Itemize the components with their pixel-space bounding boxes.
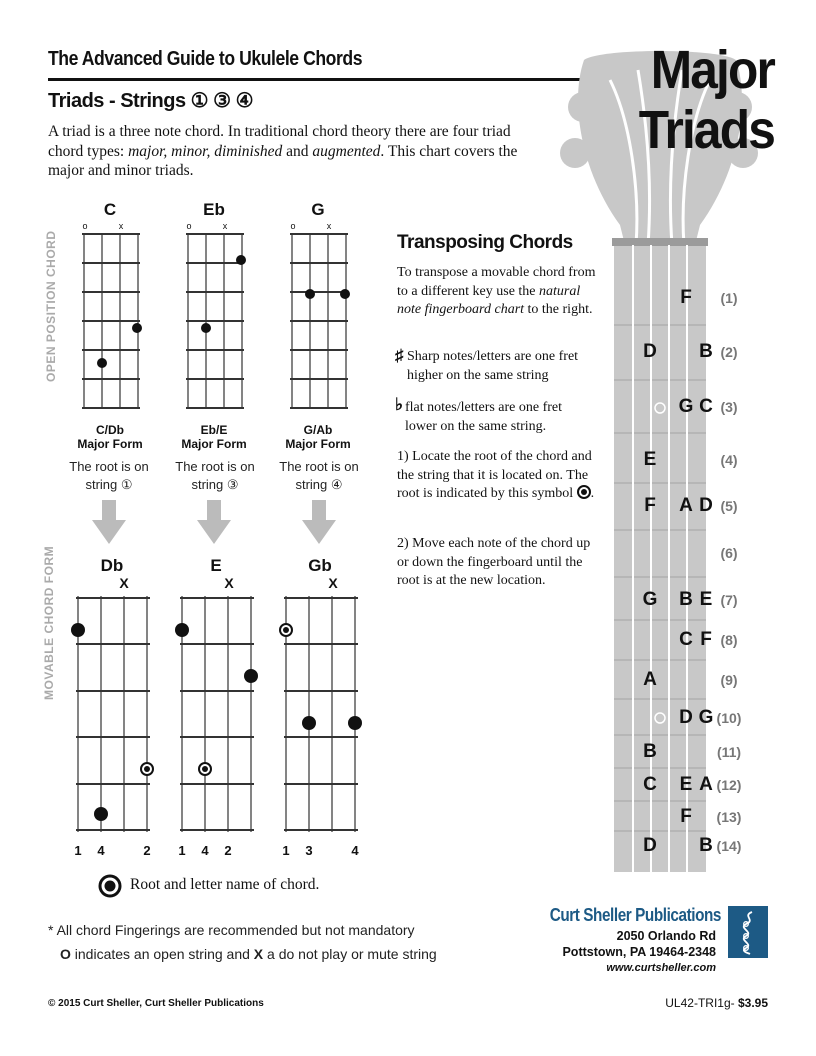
down-arrow-icon xyxy=(302,500,336,544)
side-label-movable: MOVABLE CHORD FORM xyxy=(42,545,56,700)
root-text-c: The root is on xyxy=(69,459,149,474)
step-1: 1) Locate the root of the chord and the string that it is located on. The root is indicated by this symbol . xyxy=(397,449,595,501)
chord-name-eb: Eb xyxy=(203,200,225,219)
big-title xyxy=(618,40,774,160)
fret-number: (11) xyxy=(716,744,742,760)
form-label-c xyxy=(65,423,155,451)
transposing-intro-a: To transpose a movable chord from to a different key use the xyxy=(397,265,596,299)
root-string-c: string ① xyxy=(85,477,133,492)
fingerboard-note: C xyxy=(699,396,713,417)
root-note-g xyxy=(264,458,374,494)
chord-name-db: Db xyxy=(100,556,124,575)
chord-diagram-eb xyxy=(180,230,248,410)
fingerboard-note: A xyxy=(679,495,693,516)
fingerboard-note: F xyxy=(680,806,692,827)
sharp-text: Sharp notes/letters are one fret higher on the same string xyxy=(407,349,579,383)
form-type-g: Major Form xyxy=(285,437,351,451)
fret-number: (12) xyxy=(716,777,742,793)
fingerboard-note: E xyxy=(679,774,693,795)
finger-dot xyxy=(71,623,85,637)
mute-symbol: X xyxy=(253,946,264,962)
publisher-website: www.curtsheller.com xyxy=(606,962,716,974)
chord-diagram-gb xyxy=(278,592,366,836)
root-note-eb xyxy=(160,458,270,494)
fingerboard-note: B xyxy=(699,835,713,856)
finger-dot xyxy=(244,669,258,683)
finger-dot xyxy=(201,323,211,333)
fret-number: (5) xyxy=(720,498,738,514)
transposing-intro xyxy=(397,264,597,320)
fret-number: (3) xyxy=(720,399,738,415)
catalog-code: UL42-TRI1g- xyxy=(665,996,735,1010)
root-text-eb: The root is on xyxy=(175,459,255,474)
down-arrow-icon xyxy=(92,500,126,544)
finger-gb-2: 3 xyxy=(305,843,313,858)
open-symbol: O xyxy=(60,946,71,962)
transposing-intro-em: natural note fingerboard chart xyxy=(397,283,581,317)
chord-name-c: C xyxy=(103,200,117,219)
fret-number: (9) xyxy=(720,672,738,688)
chord-name-gb: Gb xyxy=(308,556,332,575)
publisher-logo-icon xyxy=(728,906,768,958)
root-symbol-icon xyxy=(577,485,591,499)
fingerboard-note: C xyxy=(679,629,693,650)
footnote-open-text: indicates an open string and xyxy=(70,946,254,962)
finger-db-1: 1 xyxy=(74,843,82,858)
publisher-address2: Pottstown, PA 19464-2348 xyxy=(562,945,716,959)
fingerboard-note: D xyxy=(643,341,657,362)
fingerboard-note: G xyxy=(642,589,658,610)
intro-text-b: . This chart covers the major and minor triads. xyxy=(48,142,518,179)
open-mark-g-1: o xyxy=(290,221,296,231)
finger-dot xyxy=(97,358,107,368)
chord-name-e: E xyxy=(210,556,222,575)
mute-mark-db: X xyxy=(119,575,129,591)
catalog-number xyxy=(600,996,768,1010)
fingerboard-note: B xyxy=(679,589,693,610)
intro-paragraph xyxy=(48,122,548,181)
form-name-g: G/Ab xyxy=(303,423,333,437)
fingerboard-note: G xyxy=(698,707,714,728)
root-legend: Root and letter name of chord. xyxy=(130,876,320,893)
chord-diagram-e xyxy=(174,592,262,836)
form-name-c: C/Db xyxy=(96,423,124,437)
fret-number: (1) xyxy=(720,290,738,306)
transposing-heading: Transposing Chords xyxy=(397,232,573,253)
form-type-c: Major Form xyxy=(77,437,143,451)
finger-gb-1: 1 xyxy=(282,843,290,858)
copyright: © 2015 Curt Sheller, Curt Sheller Publications xyxy=(48,998,264,1009)
guide-title: The Advanced Guide to Ukulele Chords xyxy=(48,48,363,70)
fingerboard-note: A xyxy=(699,774,713,795)
fingerboard-note: B xyxy=(699,341,713,362)
root-symbol-icon xyxy=(98,874,122,898)
fret-number: (13) xyxy=(716,809,742,825)
step-1-text: 1) Locate the root of the chord and the string that it is located on. The root is indicated by this symbol xyxy=(397,449,592,501)
publisher-name: Curt Sheller Publications xyxy=(549,905,722,925)
form-label-g xyxy=(273,423,363,451)
root-string-eb: string ③ xyxy=(191,477,239,492)
fret-number: (2) xyxy=(720,344,738,360)
fingerboard-note: C xyxy=(643,774,657,795)
mute-mark-gb: X xyxy=(328,575,338,591)
fret-number: (4) xyxy=(720,452,738,468)
sharp-note xyxy=(397,348,597,385)
publisher-address1: 2050 Orlando Rd xyxy=(616,929,716,943)
big-title-line1: Major xyxy=(650,40,774,100)
finger-dot xyxy=(94,807,108,821)
finger-dot xyxy=(175,623,189,637)
chord-name-g: G xyxy=(311,200,325,219)
finger-e-1: 1 xyxy=(178,843,186,858)
form-type-eb: Major Form xyxy=(181,437,247,451)
finger-dot xyxy=(340,289,350,299)
mute-mark-eb-3: x xyxy=(222,221,228,231)
big-title-line2: Triads xyxy=(638,100,774,160)
fingerboard-note: E xyxy=(643,449,657,470)
fret-number: (10) xyxy=(716,710,742,726)
sharp-icon: ♯ xyxy=(395,346,404,365)
flat-text: flat notes/letters are one fret lower on the same string. xyxy=(405,400,563,434)
finger-e-2: 4 xyxy=(201,843,209,858)
finger-dot xyxy=(348,716,362,730)
chord-diagram-db xyxy=(70,592,158,836)
chord-diagram-g xyxy=(284,230,352,410)
root-string-g: string ④ xyxy=(295,477,343,492)
root-text-g: The root is on xyxy=(279,459,359,474)
fingerboard-note: E xyxy=(699,589,713,610)
finger-dot xyxy=(302,716,316,730)
transposing-intro-b: to the right. xyxy=(524,302,593,317)
fret-number: (14) xyxy=(716,838,742,854)
footnote-fingerings: * All chord Fingerings are recommended but not mandatory xyxy=(48,922,415,938)
intro-augmented: augmented xyxy=(312,142,381,160)
finger-db-4: 2 xyxy=(143,843,151,858)
fingerboard-note: D xyxy=(699,495,713,516)
finger-dot xyxy=(305,289,315,299)
finger-gb-4: 4 xyxy=(351,843,359,858)
form-label-eb xyxy=(169,423,259,451)
mute-mark-c-3: x xyxy=(118,221,124,231)
form-name-eb: Eb/E xyxy=(200,423,228,437)
step-2: 2) Move each note of the chord up or down the fingerboard until the root is at the new location. xyxy=(397,536,591,588)
intro-and: and xyxy=(282,142,313,160)
down-arrow-icon xyxy=(197,500,231,544)
fingerboard-note: B xyxy=(643,741,657,762)
fingerboard-note: F xyxy=(644,495,656,516)
mute-mark-e: X xyxy=(224,575,234,591)
fingerboard-note: D xyxy=(679,707,693,728)
finger-dot xyxy=(236,255,246,265)
fret-number: (8) xyxy=(720,632,738,648)
open-mark-c-1: o xyxy=(82,221,88,231)
finger-e-3: 2 xyxy=(224,843,232,858)
price: $3.95 xyxy=(737,996,768,1010)
fingerboard-note: G xyxy=(678,396,694,417)
section-subtitle: Triads - Strings ① ③ ④ xyxy=(48,90,254,112)
fingerboard-note: F xyxy=(700,629,712,650)
chord-diagram-c xyxy=(76,230,144,410)
fingerboard-note: A xyxy=(643,669,657,690)
root-note-c xyxy=(54,458,164,494)
mute-mark-g-3: x xyxy=(326,221,332,231)
flat-note xyxy=(395,395,597,436)
fingerboard-note: F xyxy=(680,287,692,308)
side-label-open: OPEN POSITION CHORD xyxy=(44,230,58,382)
finger-dot xyxy=(132,323,142,333)
fingerboard-note: D xyxy=(643,835,657,856)
finger-db-2: 4 xyxy=(97,843,105,858)
fret-number: (7) xyxy=(720,592,738,608)
intro-chord-types: major, minor, diminished xyxy=(128,142,283,160)
fret-number: (6) xyxy=(720,545,738,561)
intro-text-a: A triad is a three note chord. In traditional chord theory there are four triad chord types: xyxy=(48,123,511,160)
footnote-symbols xyxy=(60,946,437,962)
footnote-mute-text: a do not play or mute string xyxy=(263,946,437,962)
flat-icon: ♭ xyxy=(395,395,404,414)
open-mark-eb-1: o xyxy=(186,221,192,231)
